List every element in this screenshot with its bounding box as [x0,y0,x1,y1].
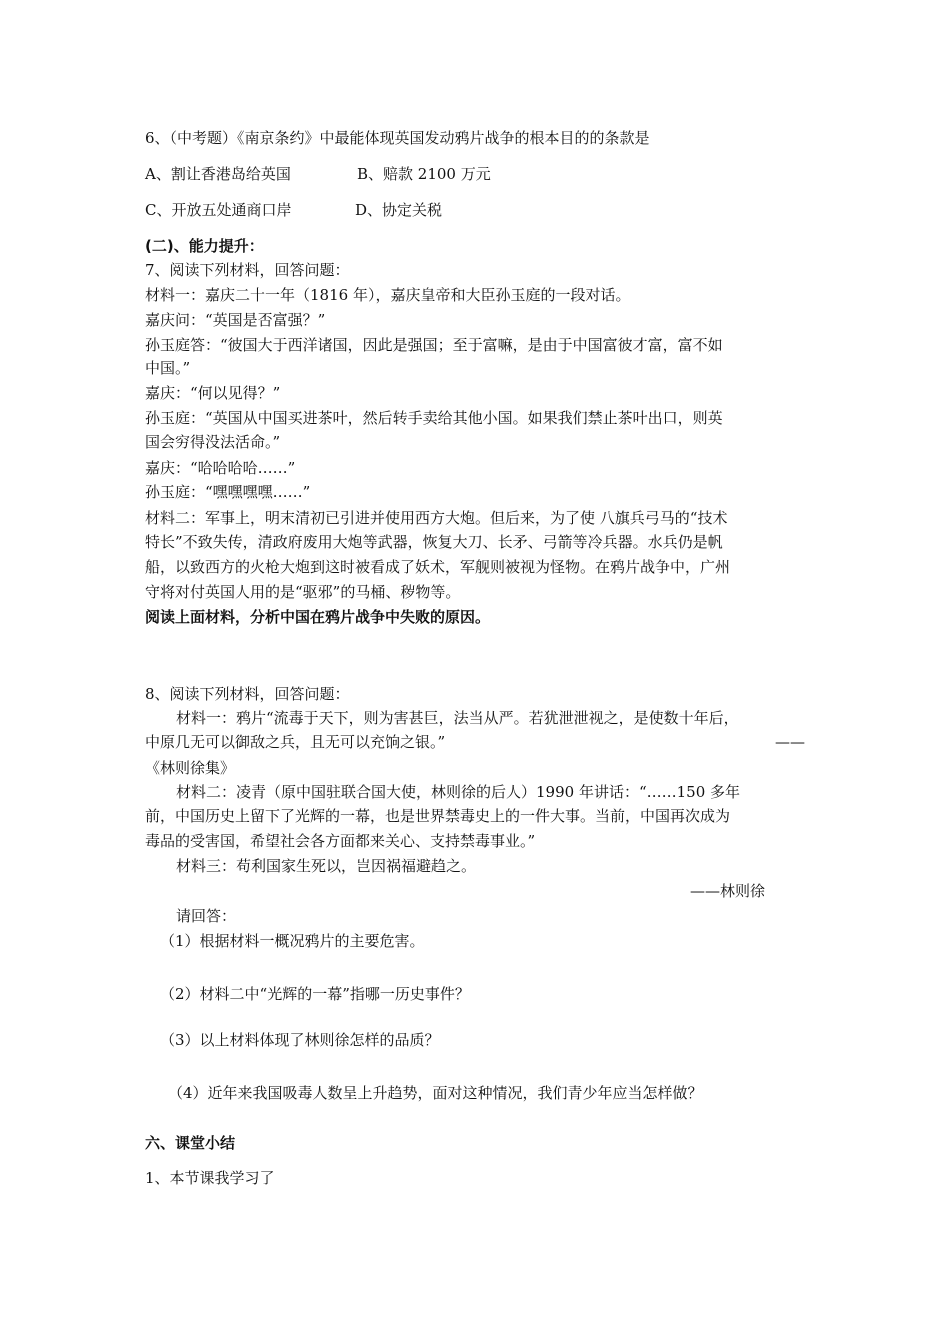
q8-material-3: 材料三：苟利国家生死以，岂因祸福避趋之。 [176,857,477,875]
q8-material-2: 材料二：凌青（原中国驻联合国大使，林则徐的后人）1990 年讲话：“……150 多年 [176,783,741,801]
q7-material-2: 特长”不致失传，清政府废用大炮等武器，恢复大刀、长矛、弓箭等冷兵器。水兵仍是帆 [145,533,723,551]
q7-dialogue-line: 嘉庆：“哈哈哈哈……” [145,459,296,477]
q7-question: 阅读上面材料，分析中国在鸦片战争中失败的原因。 [145,608,491,626]
q7-dialogue-line: 嘉庆：“何以见得？” [145,384,281,402]
q6-option-b: B、赔款 2100 万元 [357,165,491,183]
q6-stem: 6、（中考题）《南京条约》中最能体现英国发动鸦片战争的根本目的的条款是 [145,129,650,147]
q7-material-2: 材料二：军事上，明末清初已引进并使用西方大炮。但后来，为了使 八旗兵弓马的“技术 [145,509,728,527]
q7-dialogue-line: 中国。” [145,359,191,377]
q8-subquestion-2: （2）材料二中“光辉的一幕”指哪一历史事件？ [160,985,470,1003]
summary-line-1: 1、本节课我学习了 [145,1169,275,1187]
q8-material-1: 中原几无可以御敌之兵，且无可以充饷之银。” [145,733,446,751]
q8-subquestion-1: （1）根据材料一概况鸦片的主要危害。 [160,932,425,950]
q8-material-1-source: 《林则徐集》 [145,759,236,777]
q8-material-1: 材料一：鸦片“流毒于天下，则为害甚巨，法当从严。若犹泄泄视之，是使数十年后， [176,709,739,727]
q6-option-c: C、开放五处通商口岸 [145,201,292,219]
section-2-heading: (二)、能力提升： [145,237,264,255]
q8-material-1-dash: —— [775,733,805,751]
q8-subquestion-4: （4）近年来我国吸毒人数呈上升趋势，面对这种情况，我们青少年应当怎样做？ [168,1084,703,1102]
q7-dialogue-line: 国会穷得没法活命。” [145,433,281,451]
q8-subquestion-3: （3）以上材料体现了林则徐怎样的品质？ [160,1031,440,1049]
q7-material-1-intro: 材料一：嘉庆二十一年（1816 年），嘉庆皇帝和大臣孙玉庭的一段对话。 [145,286,631,304]
q8-ask: 请回答： [176,907,237,925]
section-6-heading: 六、课堂小结 [145,1134,236,1152]
q7-dialogue-line: 孙玉庭：“嘿嘿嘿嘿……” [145,483,311,501]
q7-stem: 7、阅读下列材料，回答问题： [145,261,350,279]
q8-material-3-source: ——林则徐 [690,882,766,900]
q8-stem: 8、阅读下列材料，回答问题： [145,685,350,703]
q7-material-2: 船，以致西方的火枪大炮到这时被看成了妖术，军舰则被视为怪物。在鸦片战争中，广州 [145,558,731,576]
q8-material-2: 毒品的受害国，希望社会各方面都来关心、支持禁毒事业。” [145,832,536,850]
q7-material-2: 守将对付英国人用的是“驱邪”的马桶、秽物等。 [145,583,461,601]
q7-dialogue-line: 孙玉庭：“英国从中国买进茶叶，然后转手卖给其他小国。如果我们禁止茶叶出口，则英 [145,409,723,427]
q6-option-a: A、割让香港岛给英国 [145,165,291,183]
q8-material-2: 前，中国历史上留下了光辉的一幕，也是世界禁毒史上的一件大事。当前，中国再次成为 [145,807,731,825]
q7-dialogue-line: 嘉庆问：“英国是否富强？” [145,311,326,329]
q6-option-d: D、协定关税 [355,201,443,219]
q7-dialogue-line: 孙玉庭答：“彼国大于西洋诸国，因此是强国；至于富嘛，是由于中国富彼才富，富不如 [145,336,723,354]
